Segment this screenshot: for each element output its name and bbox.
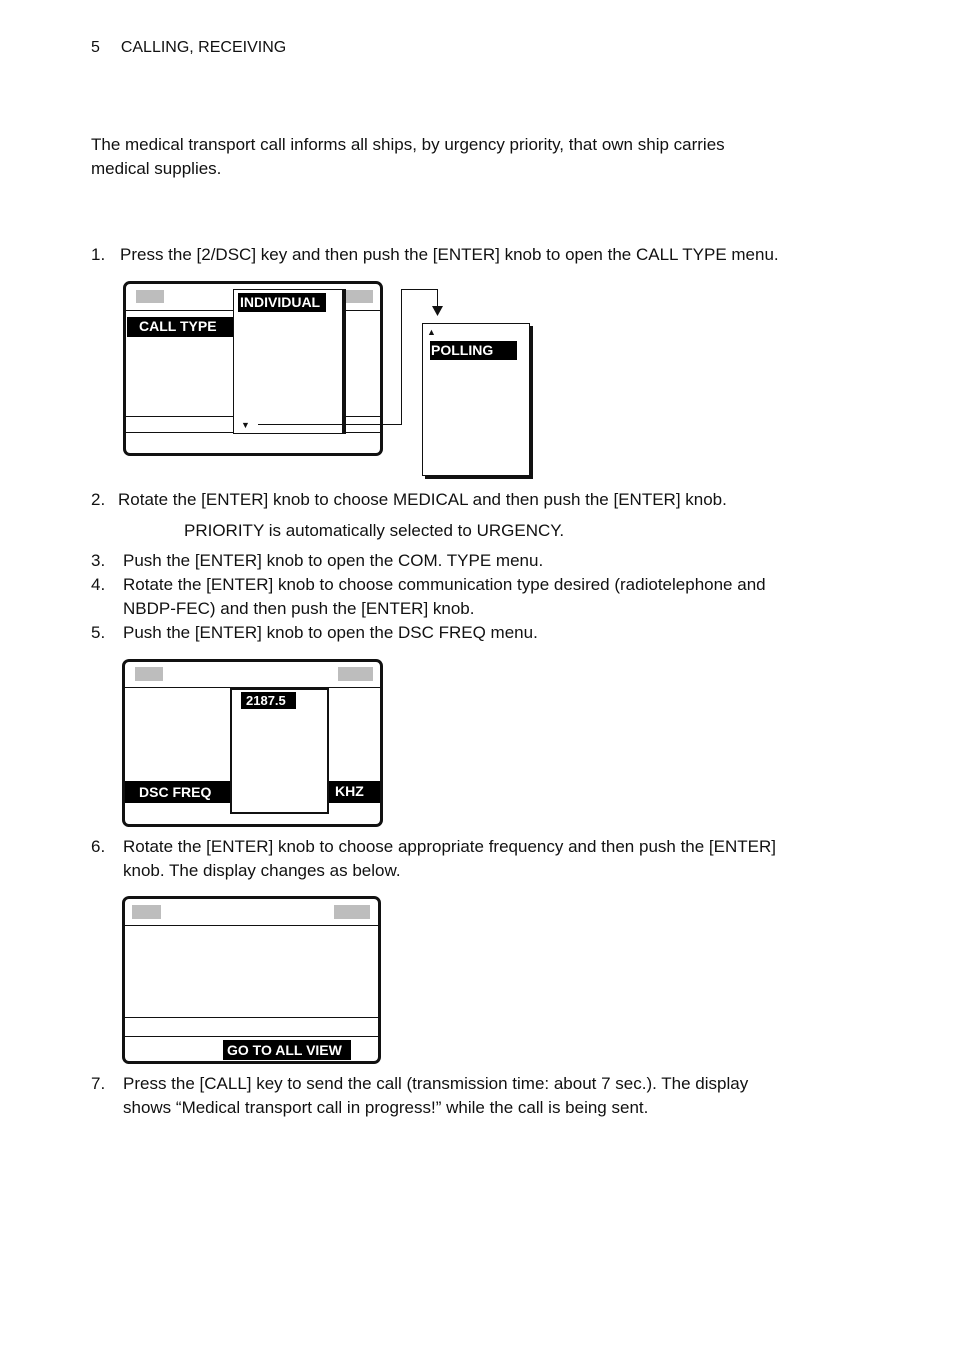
menu-item-polling[interactable]: POLLING [430, 341, 517, 360]
step-4-text-line-2: NBDP-FEC) and then push the [ENTER] knob. [123, 599, 475, 618]
status-block-left [136, 290, 164, 303]
step-3-text: Push the [ENTER] knob to open the COM. TYPE menu. [123, 551, 544, 570]
step-number: 7. [91, 1074, 106, 1093]
step-1-text: Press the [2/DSC] key and then push the [ENTER] knob to open the CALL TYPE menu. [120, 245, 779, 264]
step-number: 4. [91, 575, 106, 594]
call-type-label: CALL TYPE [127, 317, 237, 337]
lcd-screen-result [122, 896, 381, 1064]
step-7-text-line-1: Press the [CALL] key to send the call (transmission time: about 7 sec.). The display [123, 1074, 749, 1093]
connector-line [401, 289, 402, 425]
connector-line [258, 424, 401, 425]
step-4-text-line-1: Rotate the [ENTER] knob to choose communication type desired (radiotelephone and [123, 575, 766, 594]
step-7-text-line-2: shows “Medical transport call in progress!” while the call is being sent. [123, 1098, 649, 1117]
step-number: 1. [91, 245, 106, 264]
page-header [91, 39, 286, 57]
step-6-text-line-1: Rotate the [ENTER] knob to choose appropriate frequency and then push the [ENTER] [123, 837, 776, 856]
arrow-head-icon [432, 306, 443, 316]
status-block-right [338, 667, 373, 681]
divider [125, 1017, 378, 1018]
status-block-right [343, 290, 373, 303]
step-number: 3. [91, 551, 106, 570]
status-block-left [135, 667, 163, 681]
step-6-text-line-2: knob. The display changes as below. [123, 861, 401, 880]
step-number: 6. [91, 837, 106, 856]
menu-item-individual[interactable]: INDIVIDUAL [238, 293, 326, 312]
page-number: 5 [91, 39, 100, 56]
connector-line [401, 289, 438, 290]
step-2-text: Rotate the [ENTER] knob to choose MEDICAL and then push the [ENTER] knob. [118, 490, 727, 509]
dsc-freq-label: DSC FREQ [125, 781, 380, 803]
go-to-all-view-button[interactable]: GO TO ALL VIEW [223, 1040, 351, 1060]
scroll-down-icon[interactable]: ▼ [241, 420, 250, 430]
section-title: CALLING, RECEIVING [120, 39, 287, 56]
intro-line-2: medical supplies. [91, 159, 222, 178]
step-number: 2. [91, 490, 106, 509]
status-block-left [132, 905, 161, 919]
intro-line-1: The medical transport call informs all ships, by urgency priority, that own ship carries [91, 135, 725, 154]
status-block-right [334, 905, 370, 919]
menu-item-2187-5[interactable]: 2187.5 [241, 692, 296, 709]
divider [125, 1036, 378, 1037]
step-number: 5. [91, 623, 106, 642]
scroll-up-icon[interactable]: ▲ [427, 327, 436, 337]
step-5-text: Push the [ENTER] knob to open the DSC FREQ menu. [123, 623, 538, 642]
divider [125, 925, 378, 926]
step-2-note: PRIORITY is automatically selected to URGENCY. [184, 521, 565, 540]
unit-label: KHZ [335, 783, 364, 799]
